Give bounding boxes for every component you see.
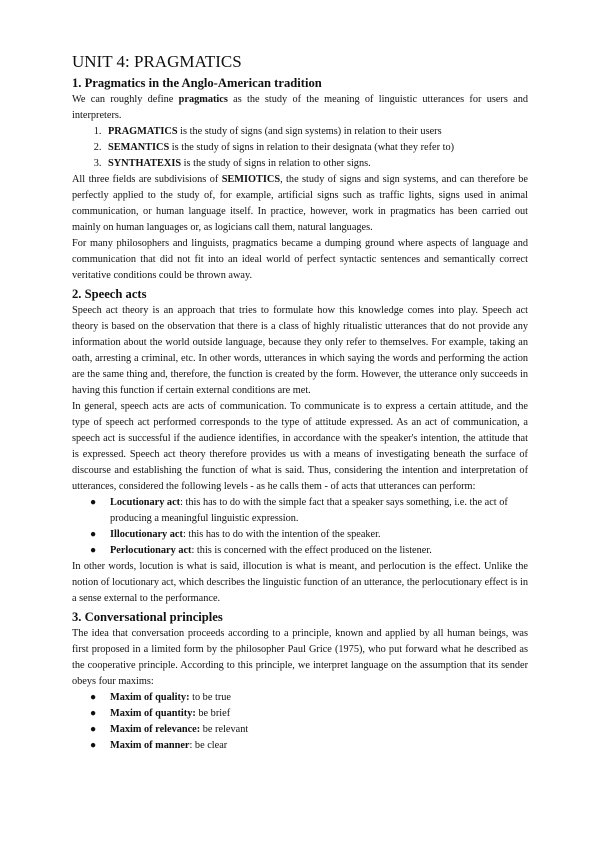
- section-2-paragraph-2: In general, speech acts are acts of communication. To communicate is to express a certain attitude, and the type of speech act performed corresponds to the type of attitude expressed. As an act of communication, a speech act is successful if the audience identifies, in accordance with the speaker's intention, the attitude that is expressed. Speech act theory therefore provides us with a means of investigating beneath the surface of discourse and establishing the function of what is said. Thus, considering the intention and interpretation of utterances, considered the following levels - as he calls them - of acts that utterances can perform:: [72, 401, 528, 492]
- definitions-list: [72, 124, 528, 172]
- maxims-list: [72, 690, 528, 754]
- list-item: ● Maxim of quantity: be brief: [110, 706, 528, 722]
- list-item: ● Maxim of manner: be clear: [110, 738, 528, 754]
- bullet-icon: ●: [90, 497, 97, 508]
- list-item: ● Locutionary act: this has to do with the simple fact that a speaker says something, i.e. the act of producing a meaningful linguistic expression.: [90, 497, 508, 524]
- section-3-heading: 3. Conversational principles: [72, 610, 223, 624]
- section-1-paragraph-3: For many philosophers and linguists, pragmatics became a dumping ground where aspects of language and communication that did not fit into an ideal world of perfect syntactic sentences and semantically correct veritative conditions could be thrown away.: [72, 238, 528, 281]
- list-item: ● Maxim of relevance: be relevant: [110, 722, 528, 738]
- section-2-heading: 2. Speech acts: [72, 287, 147, 301]
- bullet-icon: ●: [90, 724, 97, 735]
- bullet-icon: ●: [90, 740, 97, 751]
- list-item: ● Maxim of quality: to be true: [110, 690, 528, 706]
- section-conversational-principles: [72, 609, 528, 754]
- section-3-paragraph-1: The idea that conversation proceeds according to a principle, known and applied by all human beings, was first proposed in a limited form by the philosopher Paul Grice (1975), who put forward what he described as the cooperative principle. According to this principle, we interpret language on the assumption that its sender obeys four maxims:: [72, 628, 528, 687]
- list-item: ● Illocutionary act: this has to do with the intention of the speaker.: [110, 527, 528, 543]
- list-item: ● Perlocutionary act: this is concerned with the effect produced on the listener.: [110, 543, 528, 559]
- section-2-paragraph-1: Speech act theory is an approach that tries to formulate how this knowledge comes into play. Speech act theory is based on the observation that there is a class of highly ritualistic utterances that do not provide any information about the world outside language, because they only refer to themselves. For example, taking an oath, arresting a criminal, etc. In other words, utterances in which saying the words and performing the action are the same thing and, therefore, the function is created by the form. However, the utterance only succeeds in having this function if certain external conditions are met.: [72, 305, 528, 396]
- page-title: UNIT 4: PRAGMATICS: [72, 52, 242, 71]
- list-item: 1. PRAGMATICS is the study of signs (and sign systems) in relation to their users: [104, 124, 528, 140]
- section-2-paragraph-3: In other words, locution is what is said, illocution is what is meant, and perlocution is the effect. Unlike the notion of locutionary act, which describes the linguistic function of an utterance, the perlocutionary effect is in a sense external to the performance.: [72, 561, 528, 604]
- section-1-paragraph-2: All three fields are subdivisions of SEMIOTICS, the study of signs and sign systems, and can therefore be perfectly applied to the study of, for example, artificial signs such as traffic lights, signs used in animal communication, or human language itself. In practice, however, work in pragmatics has been carried out mainly on human languages or, as logicians call them, natural languages.: [72, 174, 529, 233]
- bullet-icon: ●: [90, 708, 97, 719]
- section-1-heading: 1. Pragmatics in the Anglo-American tradition: [72, 76, 322, 90]
- bullet-icon: ●: [90, 545, 97, 556]
- section-speech-acts: [72, 286, 528, 607]
- bullet-icon: ●: [90, 529, 97, 540]
- speech-act-levels-list: [72, 495, 528, 559]
- bullet-icon: ●: [90, 692, 97, 703]
- section-1-intro: We can roughly define pragmatics as the study of the meaning of linguistic utterances for users and interpreters.: [72, 94, 529, 121]
- section-pragmatics-tradition: [72, 75, 528, 284]
- list-item: 3. SYNTHATEXIS is the study of signs in relation to other signs.: [104, 156, 528, 172]
- list-item: 2. SEMANTICS is the study of signs in relation to their designata (what they refer to): [104, 140, 528, 156]
